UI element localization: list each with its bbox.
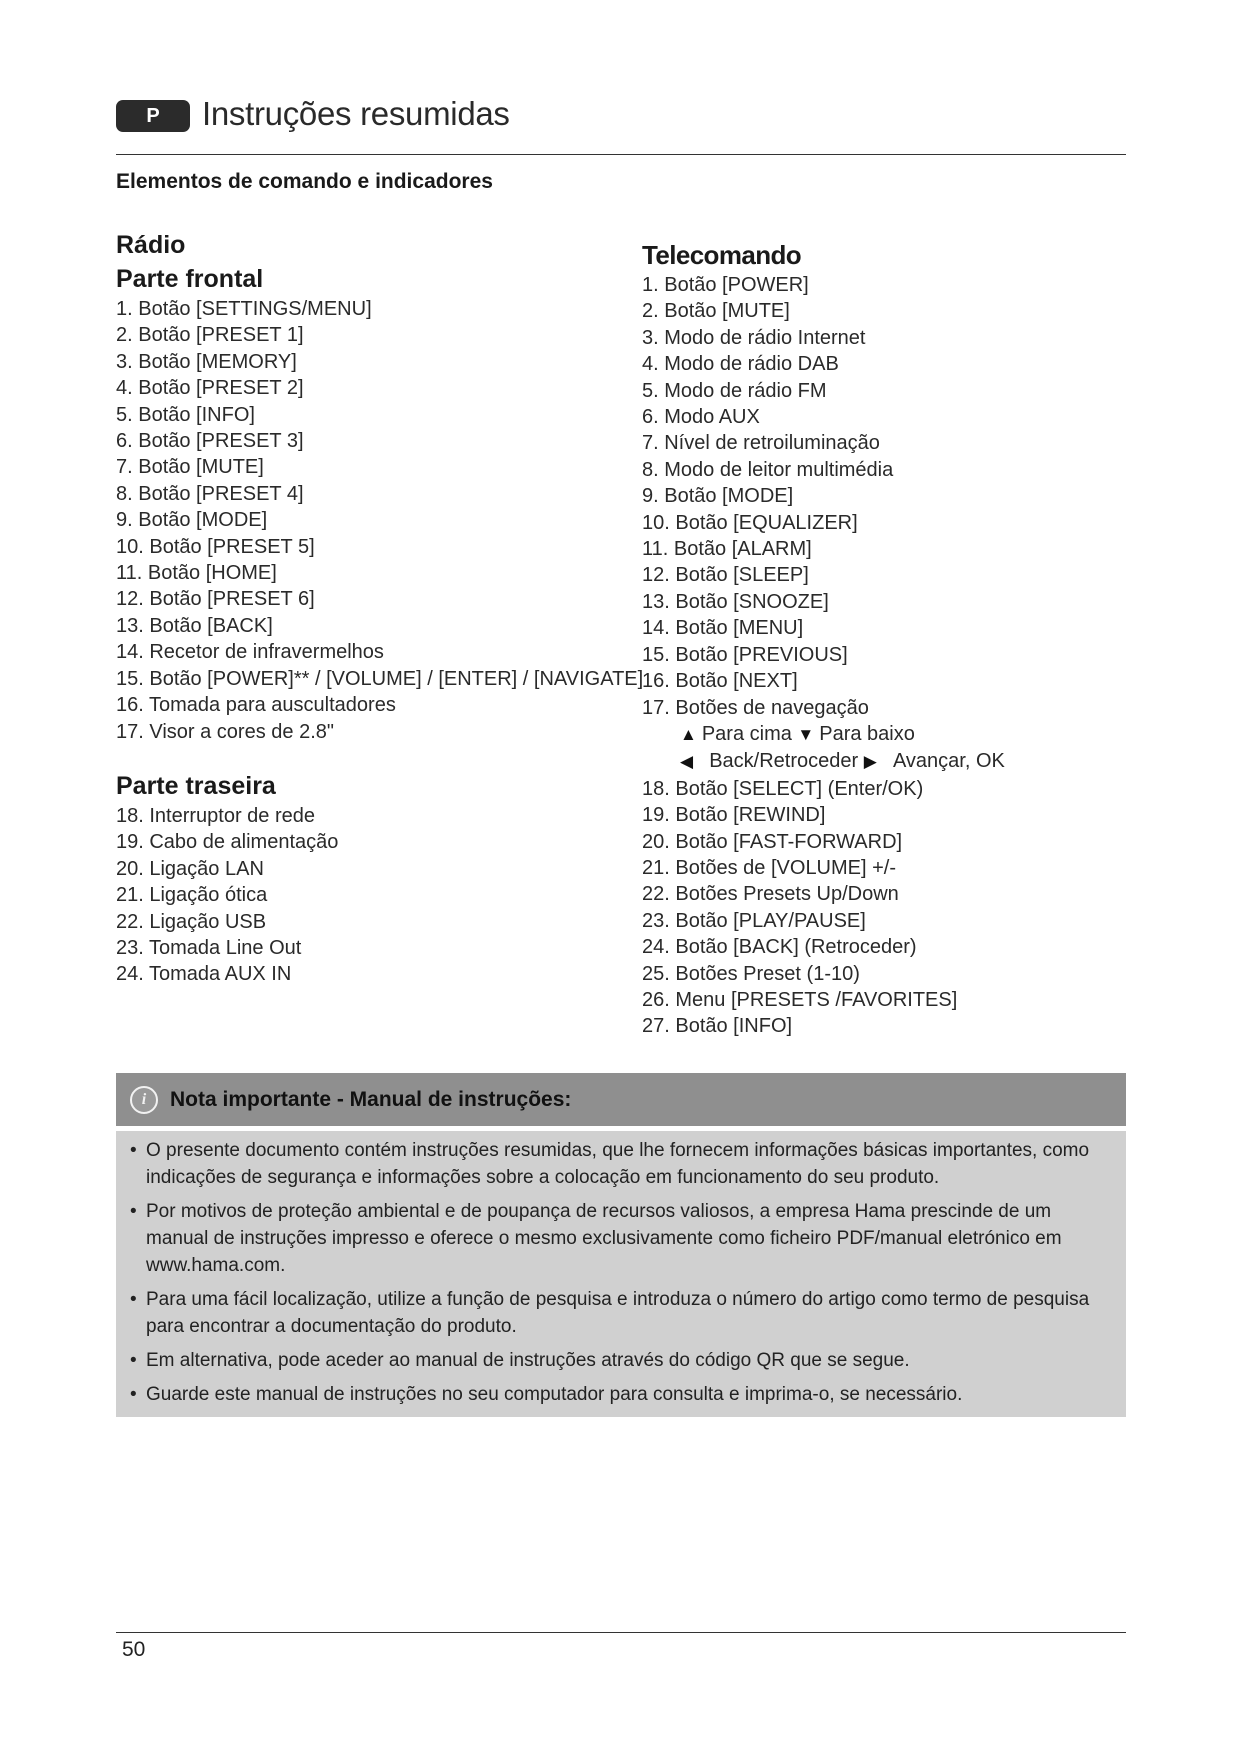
page-title: Instruções resumidas [202, 95, 510, 132]
list-item: 6. Botão [PRESET 3] [116, 430, 304, 453]
list-item: 9. Botão [MODE] [642, 485, 794, 508]
page-header [116, 97, 1126, 157]
list-item: 22. Ligação USB [116, 910, 267, 933]
note-bullet-text: O presente documento contém instruções resumidas, que lhe fornecem informações básicas importantes, como indicações de segurança e informações sobre a colocação em funcionamento do seu produto. [146, 1140, 1090, 1188]
nav-down-label: Para baixo [819, 722, 915, 745]
list-item: 2. Botão [MUTE] [642, 300, 790, 323]
nav-up-down-line [642, 721, 1112, 748]
list-item: 8. Modo de leitor multimédia [642, 458, 894, 481]
nav-back-forward-line [642, 748, 1112, 775]
rear-list [116, 803, 636, 988]
note-bullet-text: Por motivos de proteção ambiental e de poupança de recursos valiosos, a empresa Hama prescinde de um manual de instruções impresso e oferece o mesmo exclusivamente como ficheiro PDF/manual eletrónico em www.hama.com. [146, 1201, 1062, 1276]
note-header [116, 1073, 1126, 1126]
remote-list [642, 272, 1112, 1040]
note-bullet [130, 1137, 1112, 1191]
rear-heading: Parte traseira [116, 771, 276, 800]
bullet-icon: • [130, 1384, 137, 1405]
footer-divider [116, 1632, 1126, 1633]
bullet-icon: • [130, 1350, 137, 1371]
list-item: 26. Menu [PRESETS /FAVORITES] [642, 988, 958, 1011]
triangle-left-icon: ◀ [680, 752, 694, 772]
info-icon: i [130, 1086, 158, 1114]
list-item: 14. Botão [MENU] [642, 617, 804, 640]
list-item: 5. Botão [INFO] [116, 403, 255, 426]
list-item: 11. Botão [HOME] [116, 562, 277, 585]
list-item: 2. Botão [PRESET 1] [116, 324, 304, 347]
list-item: 1. Botão [POWER] [642, 274, 809, 296]
list-item: 14. Recetor de infravermelhos [116, 641, 384, 664]
list-item: 19. Botão [REWIND] [642, 804, 826, 827]
remote-heading: Telecomando [642, 240, 802, 270]
list-item: 10. Botão [EQUALIZER] [642, 511, 858, 534]
list-item: 8. Botão [PRESET 4] [116, 482, 304, 505]
list-item: 16. Tomada para auscultadores [116, 694, 396, 717]
triangle-right-icon: ▶ [863, 752, 877, 772]
list-item: 9. Botão [MODE] [116, 509, 268, 532]
remote-column [642, 238, 1112, 1040]
list-item: 21. Ligação ótica [116, 884, 268, 907]
bullet-icon: • [130, 1289, 137, 1310]
note-bullet [130, 1347, 1112, 1374]
note-body [116, 1131, 1126, 1417]
list-item: 27. Botão [INFO] [642, 1015, 793, 1038]
nav-up-label: Para cima [701, 722, 792, 745]
list-item: 24. Botão [BACK] (Retroceder) [642, 936, 917, 959]
section-heading: Elementos de comando e indicadores [116, 170, 493, 193]
list-item: 17. Botões de navegação [642, 696, 869, 719]
list-item: 15. Botão [POWER]** / [VOLUME] / [ENTER] / [NAVIGATE] [116, 667, 644, 690]
list-item: 10. Botão [PRESET 5] [116, 535, 315, 558]
note-bullet-text: Guarde este manual de instruções no seu computador para consulta e imprima-o, se necessário. [146, 1384, 963, 1405]
list-item: 22. Botões Presets Up/Down [642, 883, 899, 906]
bullet-icon: • [130, 1201, 137, 1222]
note-bullet [130, 1198, 1112, 1279]
nav-back-label: Back/Retroceder [709, 750, 859, 773]
list-item: 19. Cabo de alimentação [116, 831, 339, 854]
note-title: Nota importante - Manual de instruções: [170, 1087, 572, 1111]
list-item: 21. Botões de [VOLUME] +/- [642, 856, 897, 879]
list-item: 6. Modo AUX [642, 406, 760, 429]
list-item: 4. Modo de rádio DAB [642, 353, 839, 376]
front-list [116, 296, 644, 745]
list-item: 11. Botão [ALARM] [642, 538, 812, 561]
list-item: 23. Botão [PLAY/PAUSE] [642, 909, 866, 932]
list-item: 25. Botões Preset (1-10) [642, 962, 860, 985]
list-item: 18. Botão [SELECT] (Enter/OK) [642, 777, 924, 800]
triangle-up-icon: ▲ [680, 724, 697, 744]
list-item: 3. Botão [MEMORY] [116, 350, 297, 373]
note-bullet-list [130, 1137, 1112, 1408]
note-bullet [130, 1286, 1112, 1340]
list-item: 15. Botão [PREVIOUS] [642, 643, 848, 666]
header-divider [116, 154, 1126, 155]
radio-heading: Rádio [116, 231, 186, 259]
list-item: 17. Visor a cores de 2.8" [116, 720, 334, 743]
front-heading: Parte frontal [116, 265, 264, 293]
note-bullet-text: Para uma fácil localização, utilize a função de pesquisa e introduza o número do artigo como termo de pesquisa para encontrar a documentação do produto. [146, 1289, 1090, 1337]
nav-forward-label: Avançar, OK [892, 750, 1005, 773]
radio-column [116, 228, 644, 988]
list-item: 13. Botão [BACK] [116, 614, 273, 637]
list-item: 13. Botão [SNOOZE] [642, 590, 829, 613]
list-item: 20. Ligação LAN [116, 857, 264, 880]
note-bullet [130, 1381, 1112, 1408]
list-item: 4. Botão [PRESET 2] [116, 377, 304, 400]
important-note-box [116, 1073, 1126, 1417]
list-item: 20. Botão [FAST-FORWARD] [642, 830, 903, 853]
list-item: 3. Modo de rádio Internet [642, 326, 866, 349]
page-number: 50 [122, 1638, 146, 1661]
language-badge: P [116, 100, 190, 132]
list-item: 5. Modo de rádio FM [642, 379, 827, 402]
list-item: 18. Interruptor de rede [116, 804, 316, 827]
list-item: 16. Botão [NEXT] [642, 670, 798, 693]
note-bullet-text: Em alternativa, pode aceder ao manual de instruções através do código QR que se segue. [146, 1350, 910, 1371]
list-item: 12. Botão [PRESET 6] [116, 588, 315, 611]
spacer [116, 745, 636, 769]
list-item: 1. Botão [SETTINGS/MENU] [116, 298, 372, 320]
list-item: 12. Botão [SLEEP] [642, 564, 809, 587]
list-item: 7. Nível de retroiluminação [642, 432, 880, 455]
triangle-down-icon: ▼ [797, 724, 815, 744]
bullet-icon: • [130, 1140, 137, 1161]
list-item: 7. Botão [MUTE] [116, 456, 264, 479]
list-item: 24. Tomada AUX IN [116, 963, 292, 986]
list-item: 23. Tomada Line Out [116, 936, 302, 959]
